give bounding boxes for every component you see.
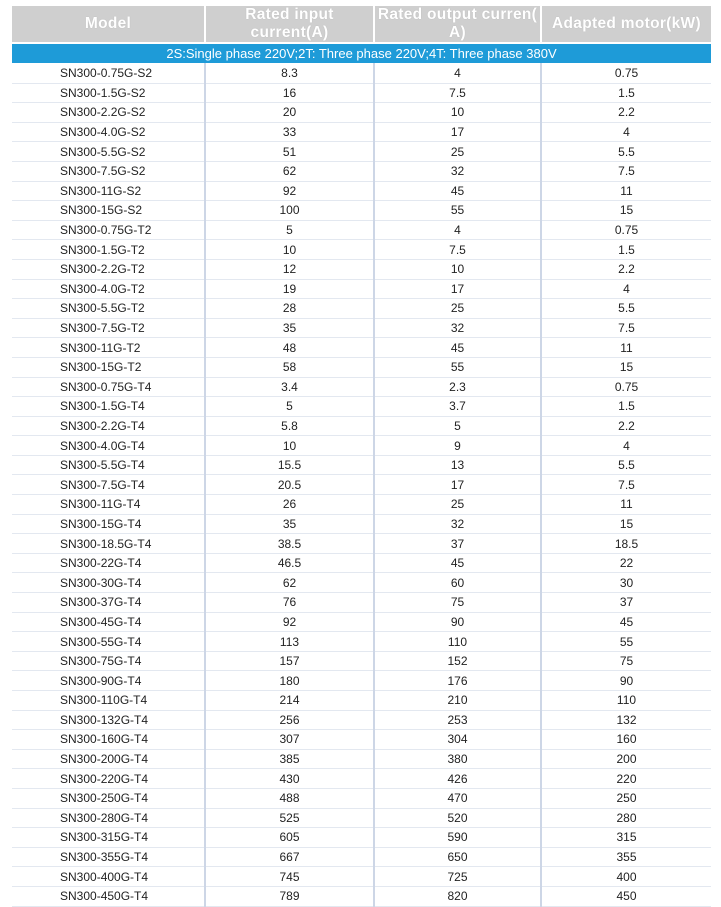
table-row [12, 181, 711, 201]
cell-input-current: 15.5 [205, 455, 374, 475]
table-row [12, 749, 711, 769]
cell-model: SN300-7.5G-T4 [12, 475, 205, 495]
cell-model: SN300-4.0G-T2 [12, 279, 205, 299]
cell-output-current: 520 [374, 808, 541, 828]
cell-input-current: 385 [205, 749, 374, 769]
table-row [12, 64, 711, 84]
table-row [12, 357, 711, 377]
cell-output-current: 4 [374, 220, 541, 240]
cell-model: SN300-2.2G-T2 [12, 259, 205, 279]
cell-motor-power: 5.5 [541, 142, 711, 162]
cell-output-current: 55 [374, 201, 541, 221]
table-row [12, 651, 711, 671]
cell-input-current: 745 [205, 867, 374, 887]
cell-motor-power: 5.5 [541, 455, 711, 475]
cell-output-current: 253 [374, 710, 541, 730]
table-row [12, 867, 711, 887]
cell-motor-power: 30 [541, 573, 711, 593]
cell-input-current: 10 [205, 240, 374, 260]
table-row [12, 612, 711, 632]
cell-motor-power: 15 [541, 514, 711, 534]
cell-motor-power: 0.75 [541, 377, 711, 397]
cell-motor-power: 2.2 [541, 416, 711, 436]
cell-model: SN300-55G-T4 [12, 632, 205, 652]
cell-motor-power: 11 [541, 495, 711, 515]
cell-model: SN300-15G-T2 [12, 357, 205, 377]
cell-motor-power: 280 [541, 808, 711, 828]
table-row [12, 730, 711, 750]
cell-output-current: 13 [374, 455, 541, 475]
phase-note: 2S:Single phase 220V;2T: Three phase 220V;4T: Three phase 380V [12, 43, 711, 64]
cell-model: SN300-22G-T4 [12, 553, 205, 573]
table-row [12, 397, 711, 417]
cell-model: SN300-7.5G-T2 [12, 318, 205, 338]
cell-model: SN300-160G-T4 [12, 730, 205, 750]
table-row [12, 847, 711, 867]
cell-motor-power: 1.5 [541, 83, 711, 103]
cell-model: SN300-18.5G-T4 [12, 534, 205, 554]
cell-model: SN300-110G-T4 [12, 691, 205, 711]
table-row [12, 632, 711, 652]
cell-model: SN300-5.5G-T2 [12, 299, 205, 319]
cell-output-current: 25 [374, 495, 541, 515]
header-adapted-motor: Adapted motor(kW) [541, 6, 711, 43]
table-row [12, 338, 711, 358]
cell-motor-power: 315 [541, 828, 711, 848]
cell-motor-power: 4 [541, 122, 711, 142]
header-rated-output-current: Rated output curren( A) [374, 6, 541, 43]
cell-model: SN300-90G-T4 [12, 671, 205, 691]
cell-input-current: 62 [205, 573, 374, 593]
cell-output-current: 176 [374, 671, 541, 691]
cell-input-current: 92 [205, 612, 374, 632]
cell-motor-power: 37 [541, 593, 711, 613]
cell-input-current: 51 [205, 142, 374, 162]
cell-output-current: 25 [374, 142, 541, 162]
cell-motor-power: 132 [541, 710, 711, 730]
cell-motor-power: 11 [541, 338, 711, 358]
cell-output-current: 820 [374, 886, 541, 906]
cell-motor-power: 200 [541, 749, 711, 769]
table-row [12, 455, 711, 475]
cell-input-current: 525 [205, 808, 374, 828]
cell-output-current: 45 [374, 338, 541, 358]
table-row [12, 161, 711, 181]
table-row [12, 259, 711, 279]
cell-motor-power: 75 [541, 651, 711, 671]
cell-input-current: 35 [205, 514, 374, 534]
cell-output-current: 10 [374, 103, 541, 123]
cell-output-current: 426 [374, 769, 541, 789]
cell-input-current: 76 [205, 593, 374, 613]
cell-output-current: 90 [374, 612, 541, 632]
cell-input-current: 20.5 [205, 475, 374, 495]
cell-output-current: 4 [374, 64, 541, 84]
cell-input-current: 19 [205, 279, 374, 299]
cell-input-current: 430 [205, 769, 374, 789]
table-row [12, 886, 711, 906]
cell-input-current: 35 [205, 318, 374, 338]
table-row [12, 122, 711, 142]
cell-model: SN300-7.5G-S2 [12, 161, 205, 181]
cell-model: SN300-132G-T4 [12, 710, 205, 730]
cell-motor-power: 110 [541, 691, 711, 711]
cell-input-current: 157 [205, 651, 374, 671]
cell-model: SN300-11G-S2 [12, 181, 205, 201]
table-row [12, 83, 711, 103]
table-row [12, 573, 711, 593]
table-row [12, 299, 711, 319]
cell-output-current: 10 [374, 259, 541, 279]
table-row [12, 475, 711, 495]
cell-output-current: 9 [374, 436, 541, 456]
cell-output-current: 2.3 [374, 377, 541, 397]
table-row [12, 220, 711, 240]
table-row [12, 788, 711, 808]
cell-output-current: 590 [374, 828, 541, 848]
cell-motor-power: 220 [541, 769, 711, 789]
cell-motor-power: 15 [541, 201, 711, 221]
header-row [12, 6, 711, 43]
cell-model: SN300-75G-T4 [12, 651, 205, 671]
table-row [12, 436, 711, 456]
cell-motor-power: 2.2 [541, 103, 711, 123]
rating-table [12, 6, 711, 907]
cell-motor-power: 1.5 [541, 397, 711, 417]
cell-output-current: 37 [374, 534, 541, 554]
cell-output-current: 17 [374, 475, 541, 495]
table-row [12, 377, 711, 397]
cell-motor-power: 160 [541, 730, 711, 750]
cell-model: SN300-1.5G-T4 [12, 397, 205, 417]
cell-model: SN300-0.75G-T2 [12, 220, 205, 240]
cell-input-current: 3.4 [205, 377, 374, 397]
cell-input-current: 8.3 [205, 64, 374, 84]
phase-note-row [12, 43, 711, 64]
cell-output-current: 110 [374, 632, 541, 652]
cell-input-current: 10 [205, 436, 374, 456]
header-rated-input-current: Rated input current(A) [205, 6, 374, 43]
cell-model: SN300-1.5G-S2 [12, 83, 205, 103]
cell-model: SN300-2.2G-T4 [12, 416, 205, 436]
cell-motor-power: 90 [541, 671, 711, 691]
table-header [12, 6, 711, 43]
cell-model: SN300-15G-T4 [12, 514, 205, 534]
cell-model: SN300-355G-T4 [12, 847, 205, 867]
cell-motor-power: 1.5 [541, 240, 711, 260]
cell-model: SN300-15G-S2 [12, 201, 205, 221]
cell-output-current: 725 [374, 867, 541, 887]
cell-output-current: 470 [374, 788, 541, 808]
cell-model: SN300-11G-T2 [12, 338, 205, 358]
cell-output-current: 25 [374, 299, 541, 319]
cell-motor-power: 5.5 [541, 299, 711, 319]
table-row [12, 495, 711, 515]
cell-motor-power: 4 [541, 436, 711, 456]
cell-model: SN300-45G-T4 [12, 612, 205, 632]
cell-input-current: 100 [205, 201, 374, 221]
cell-output-current: 17 [374, 122, 541, 142]
cell-model: SN300-315G-T4 [12, 828, 205, 848]
table-body [12, 43, 711, 906]
cell-input-current: 488 [205, 788, 374, 808]
cell-motor-power: 18.5 [541, 534, 711, 554]
cell-model: SN300-37G-T4 [12, 593, 205, 613]
cell-model: SN300-11G-T4 [12, 495, 205, 515]
table-row [12, 710, 711, 730]
cell-motor-power: 22 [541, 553, 711, 573]
cell-model: SN300-220G-T4 [12, 769, 205, 789]
header-model: Model [12, 6, 205, 43]
cell-output-current: 152 [374, 651, 541, 671]
cell-output-current: 7.5 [374, 240, 541, 260]
cell-input-current: 5 [205, 397, 374, 417]
cell-motor-power: 0.75 [541, 220, 711, 240]
table-row [12, 279, 711, 299]
cell-output-current: 32 [374, 318, 541, 338]
cell-input-current: 16 [205, 83, 374, 103]
cell-input-current: 667 [205, 847, 374, 867]
table-row [12, 553, 711, 573]
table-row [12, 103, 711, 123]
cell-model: SN300-5.5G-T4 [12, 455, 205, 475]
cell-motor-power: 15 [541, 357, 711, 377]
table-row [12, 769, 711, 789]
cell-model: SN300-30G-T4 [12, 573, 205, 593]
cell-model: SN300-4.0G-S2 [12, 122, 205, 142]
cell-model: SN300-4.0G-T4 [12, 436, 205, 456]
cell-input-current: 789 [205, 886, 374, 906]
cell-input-current: 58 [205, 357, 374, 377]
cell-output-current: 32 [374, 161, 541, 181]
cell-model: SN300-1.5G-T2 [12, 240, 205, 260]
cell-input-current: 92 [205, 181, 374, 201]
table-row [12, 691, 711, 711]
table-row [12, 514, 711, 534]
cell-input-current: 180 [205, 671, 374, 691]
cell-motor-power: 11 [541, 181, 711, 201]
table-row [12, 808, 711, 828]
cell-input-current: 28 [205, 299, 374, 319]
cell-output-current: 7.5 [374, 83, 541, 103]
table-row [12, 828, 711, 848]
cell-output-current: 32 [374, 514, 541, 534]
cell-output-current: 45 [374, 553, 541, 573]
cell-motor-power: 7.5 [541, 318, 711, 338]
cell-output-current: 5 [374, 416, 541, 436]
cell-input-current: 307 [205, 730, 374, 750]
table-row [12, 318, 711, 338]
cell-input-current: 20 [205, 103, 374, 123]
cell-input-current: 214 [205, 691, 374, 711]
cell-output-current: 3.7 [374, 397, 541, 417]
cell-model: SN300-0.75G-T4 [12, 377, 205, 397]
cell-motor-power: 0.75 [541, 64, 711, 84]
cell-output-current: 75 [374, 593, 541, 613]
cell-input-current: 48 [205, 338, 374, 358]
cell-motor-power: 2.2 [541, 259, 711, 279]
cell-output-current: 45 [374, 181, 541, 201]
cell-motor-power: 7.5 [541, 161, 711, 181]
cell-motor-power: 7.5 [541, 475, 711, 495]
table-row [12, 593, 711, 613]
table-row [12, 416, 711, 436]
cell-motor-power: 355 [541, 847, 711, 867]
cell-input-current: 113 [205, 632, 374, 652]
cell-model: SN300-250G-T4 [12, 788, 205, 808]
cell-motor-power: 250 [541, 788, 711, 808]
cell-motor-power: 4 [541, 279, 711, 299]
cell-model: SN300-0.75G-S2 [12, 64, 205, 84]
table-row [12, 201, 711, 221]
cell-motor-power: 45 [541, 612, 711, 632]
cell-model: SN300-280G-T4 [12, 808, 205, 828]
cell-motor-power: 400 [541, 867, 711, 887]
cell-input-current: 33 [205, 122, 374, 142]
table-row [12, 671, 711, 691]
table-row [12, 240, 711, 260]
cell-input-current: 605 [205, 828, 374, 848]
cell-motor-power: 450 [541, 886, 711, 906]
cell-model: SN300-400G-T4 [12, 867, 205, 887]
cell-input-current: 5.8 [205, 416, 374, 436]
cell-model: SN300-2.2G-S2 [12, 103, 205, 123]
cell-model: SN300-5.5G-S2 [12, 142, 205, 162]
cell-output-current: 55 [374, 357, 541, 377]
table-row [12, 142, 711, 162]
cell-input-current: 38.5 [205, 534, 374, 554]
cell-input-current: 256 [205, 710, 374, 730]
cell-motor-power: 55 [541, 632, 711, 652]
cell-input-current: 12 [205, 259, 374, 279]
cell-input-current: 26 [205, 495, 374, 515]
cell-output-current: 380 [374, 749, 541, 769]
cell-output-current: 210 [374, 691, 541, 711]
table-row [12, 534, 711, 554]
cell-input-current: 62 [205, 161, 374, 181]
cell-input-current: 46.5 [205, 553, 374, 573]
cell-output-current: 304 [374, 730, 541, 750]
cell-output-current: 17 [374, 279, 541, 299]
cell-input-current: 5 [205, 220, 374, 240]
cell-model: SN300-450G-T4 [12, 886, 205, 906]
cell-output-current: 60 [374, 573, 541, 593]
cell-model: SN300-200G-T4 [12, 749, 205, 769]
cell-output-current: 650 [374, 847, 541, 867]
